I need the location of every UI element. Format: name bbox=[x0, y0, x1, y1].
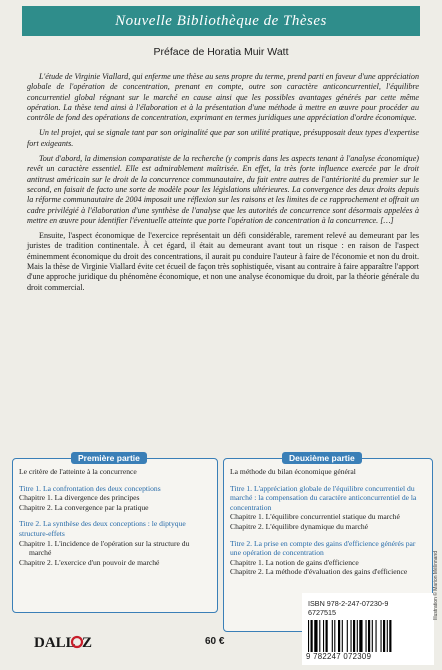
part2-title1-chapter2: Chapitre 2. L'équilibre dynamique du marché bbox=[230, 521, 369, 531]
part2-title2-chapter2: Chapitre 2. La méthode d'évaluation des gains d'efficience bbox=[230, 567, 408, 577]
paragraph-3: Tout d'abord, la dimension comparatiste de la recherche (y compris dans les aspects tenant à l'analyse économique) revêt un caractère essentiel. Elle est admirablement maîtrisée. En effet, la très forte influence exercée par le droit antitrust américain sur le droit de la concurrence communautaire, du fait entre autres de l'antériorité du premier sur le second, en faisait de facto une sorte de modèle pour les législations ultérieures. La convergence des deux droits depuis la réforme communautaire de 2004 imposait une réflexion sur les raisons et les limites de ce rapprochement et offrait un cadre privilégié à l'élaboration d'une synthèse de l'analyse que les autorités de concurrence sont désormais appelées à mettre en œuvre pour identifier l'éventuelle atteinte que porte l'opération de concentration à la concurrence. […] bbox=[27, 154, 419, 225]
dalloz-logo bbox=[34, 632, 98, 652]
part2-title1-chapter1: Chapitre 1. L'équilibre concurrentiel statique du marché bbox=[230, 512, 400, 522]
part1-title1-chapter2: Chapitre 2. La convergence par la pratique bbox=[19, 502, 149, 512]
part1-box bbox=[12, 453, 218, 613]
part1-label: Première partie bbox=[71, 452, 147, 464]
part1-title2-chapter2: Chapitre 2. L'exercice d'un pouvoir de marché bbox=[19, 557, 160, 567]
part1-title2: Titre 2. La synthèse des deux conceptions : le diptyque structure-effets bbox=[19, 519, 186, 538]
part1-title2-chapter1: Chapitre 1. L'incidence de l'opération sur la structure du marché bbox=[19, 538, 190, 558]
part2-label: Deuxième partie bbox=[282, 452, 362, 464]
svg-text:Z: Z bbox=[82, 635, 93, 651]
paragraph-1: L'étude de Virginie Viallard, qui enferme une thèse au sens propre du terme, prend parti en faveur d'une appréciation globale de l'opération de concentration, prenant en compte, outre son caractère anticoncurrentiel, l'équilibre concurrentiel global régnant sur le marché en cause ainsi que les possibles avantages générés par cette même opération. La thèse tend ainsi à l'élaboration et à la présentation d'une méthode à mettre en œuvre pour procéder au contrôle de fond des opérations de concentration, exprimant en termes juridiques une appréciation d'ordre économique. bbox=[27, 72, 419, 123]
paragraph-2: Un tel projet, qui se signale tant par son originalité que par son utilité pratique, présupposait deux types d'expertise fort exigeants. bbox=[27, 128, 419, 148]
svg-text:DALL: DALL bbox=[34, 635, 76, 651]
part2-title1: Titre 1. L'appréciation globale de l'équilibre concurrentiel du marché : la compensation du caractère anticoncurrentiel de la concentration bbox=[230, 483, 417, 512]
part1-criterion: Le critère de l'atteinte à la concurrence bbox=[19, 467, 137, 476]
part1-title1: Titre 1. La confrontation des deux conceptions bbox=[19, 483, 161, 493]
barcode bbox=[304, 620, 430, 652]
part2-criterion: La méthode du bilan économique général bbox=[230, 467, 356, 476]
isbn-code: 6727515 bbox=[308, 608, 336, 617]
price: 60 € bbox=[205, 636, 225, 647]
isbn-text bbox=[308, 599, 388, 617]
back-cover-text bbox=[27, 72, 419, 298]
barcode-digits: 9 782247 072309 bbox=[306, 652, 372, 661]
series-title: Nouvelle Bibliothèque de Thèses bbox=[115, 12, 327, 29]
preface-line: Préface de Horatia Muir Watt bbox=[153, 46, 289, 58]
part2-title2-chapter1: Chapitre 1. La notion de gains d'efficience bbox=[230, 557, 359, 567]
isbn-line: ISBN 978-2-247-07230-9 bbox=[308, 599, 389, 608]
barcode-block bbox=[302, 593, 434, 665]
part2-title2: Titre 2. La prise en compte des gains d'efficience générés par une opération de concentration bbox=[230, 538, 416, 558]
illustration-credit: Illustration © Marion Mélinnand bbox=[433, 551, 439, 620]
part1-title1-chapter1: Chapitre 1. La divergence des principes bbox=[19, 493, 140, 503]
paragraph-4: Ensuite, l'aspect économique de l'exercice représentait un défi considérable, rarement relevé au demeurant par les juristes de tradition continentale. À cet égard, il était au demeurant avant tout un risque : en raison de l'aspect éminemment économique du droit des concentrations, il aurait pu conduire l'auteur à faire de l'économie et non du droit. Mais la thèse de Virginie Viallard évite cet écueil de façon très sophistiquée, visant au contraire à faire apparaître l'apport d'une approche juridique du phénomène économique, et non une analyse économique du droit, par la théorie générale du droit commercial. bbox=[27, 231, 419, 292]
series-banner bbox=[22, 6, 420, 36]
